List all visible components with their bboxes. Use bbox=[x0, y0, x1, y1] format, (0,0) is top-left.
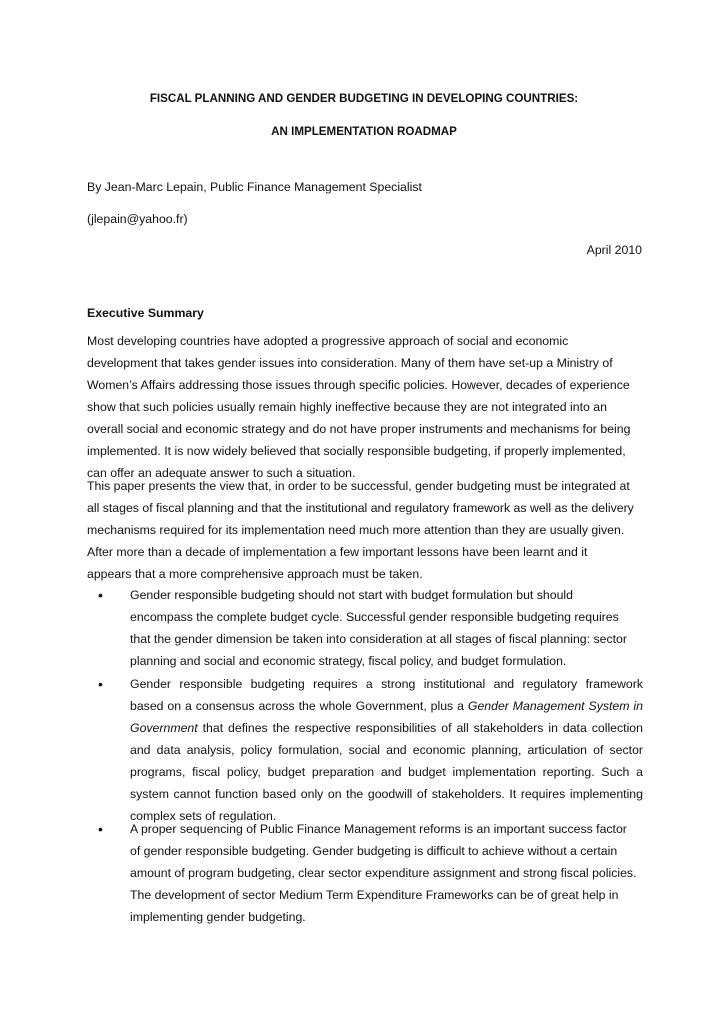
text-line: system cannot function based only on the goodwill of stakeholders. It requires implementing bbox=[130, 787, 643, 801]
text-line: After more than a decade of implementation a few important lessons have been learnt and it bbox=[87, 545, 588, 559]
text-line: complex sets of regulation. bbox=[130, 809, 277, 823]
text-line bbox=[130, 695, 643, 717]
text-fragment: based on a consensus across the whole Government, plus a bbox=[130, 699, 468, 713]
text-line: This paper presents the view that, in order to be successful, gender budgeting must be integrated at bbox=[87, 479, 630, 493]
text-line: can offer an adequate answer to such a situation. bbox=[87, 466, 356, 480]
text-line: that the gender dimension be taken into consideration at all stages of fiscal planning: sector bbox=[130, 632, 627, 646]
text-line: all stages of fiscal planning and that the institutional and regulatory framework as well as the delivery bbox=[87, 501, 634, 515]
bullet-marker-2: • bbox=[98, 676, 103, 692]
text-line: programs, fiscal policy, budget preparation and budget implementation reporting. Such a bbox=[130, 765, 643, 779]
section-heading: Executive Summary bbox=[87, 306, 204, 320]
text-line: overall social and economic strategy and do not have proper instruments and mechanisms for being bbox=[87, 422, 631, 436]
text-line: of gender responsible budgeting. Gender budgeting is difficult to achieve without a certain bbox=[130, 844, 618, 858]
bullet-item-1 bbox=[130, 584, 643, 672]
title-line-2: AN IMPLEMENTATION ROADMAP bbox=[271, 125, 457, 138]
bullet-item-2 bbox=[130, 673, 643, 827]
text-line: show that such policies usually remain highly ineffective because they are not integrated into an bbox=[87, 400, 607, 414]
text-line: amount of program budgeting, clear sector expenditure assignment and strong fiscal policies. bbox=[130, 866, 637, 880]
bullet-marker-1: • bbox=[98, 587, 103, 603]
text-line: implementing gender budgeting. bbox=[130, 910, 306, 924]
text-line: Women’s Affairs addressing those issues through specific policies. However, decades of experience bbox=[87, 378, 630, 392]
text-fragment: that defines the respective responsibilities of all stakeholders in data collection bbox=[197, 721, 643, 735]
text-line: A proper sequencing of Public Finance Management reforms is an important success factor bbox=[130, 822, 627, 836]
text-line: Gender responsible budgeting requires a strong institutional and regulatory framework bbox=[130, 677, 643, 691]
text-line: encompass the complete budget cycle. Successful gender responsible budgeting requires bbox=[130, 610, 619, 624]
bullet-item-3 bbox=[130, 818, 643, 928]
title-line-1: FISCAL PLANNING AND GENDER BUDGETING IN DEVELOPING COUNTRIES: bbox=[149, 92, 579, 105]
text-line: appears that a more comprehensive approach must be taken. bbox=[87, 567, 423, 581]
text-line: and data analysis, policy formulation, social and economic planning, articulation of sector bbox=[130, 743, 643, 757]
text-line: implemented. It is now widely believed that socially responsible budgeting, if properly implemented, bbox=[87, 444, 626, 458]
text-line: Most developing countries have adopted a progressive approach of social and economic bbox=[87, 334, 569, 348]
paragraph-2 bbox=[87, 475, 643, 585]
emphasis-text: Government bbox=[130, 721, 198, 735]
bullet-marker-3: • bbox=[98, 821, 103, 837]
emphasis-text: Gender Management System in bbox=[467, 699, 643, 713]
text-line: planning and social and economic strategy, fiscal policy, and budget formulation. bbox=[130, 654, 567, 668]
text-line: Gender responsible budgeting should not start with budget formulation but should bbox=[130, 588, 573, 602]
document-date: April 2010 bbox=[586, 243, 642, 257]
text-line: mechanisms required for its implementation need much more attention than they are usually given. bbox=[87, 523, 625, 537]
text-line: development that takes gender issues into consideration. Many of them have set-up a Ministry of bbox=[87, 356, 613, 370]
paragraph-1 bbox=[87, 330, 643, 484]
author-line: By Jean-Marc Lepain, Public Finance Management Specialist bbox=[87, 180, 422, 194]
text-line: The development of sector Medium Term Expenditure Frameworks can be of great help in bbox=[130, 888, 619, 902]
author-email: (jlepain@yahoo.fr) bbox=[87, 212, 188, 226]
text-line bbox=[130, 717, 643, 739]
